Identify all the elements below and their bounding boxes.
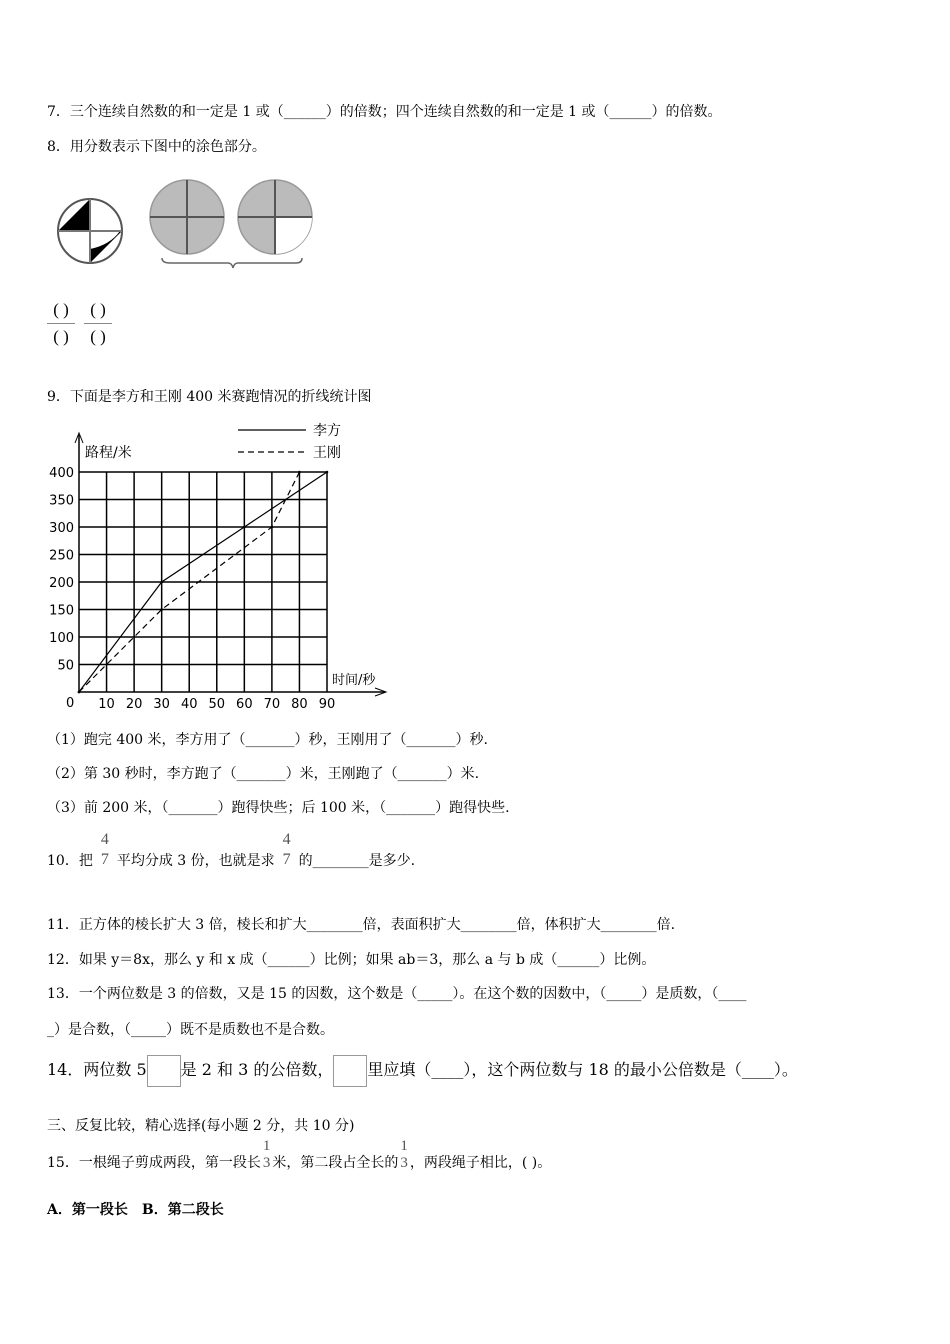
y-tick-label: 150 [49, 603, 74, 619]
q15-options[interactable]: A．第一段长 B．第二段长 [47, 1202, 224, 1218]
brace [162, 258, 302, 268]
y-tick-label: 200 [49, 576, 74, 591]
question-8: 8．用分数表示下图中的涂色部分。 [47, 139, 266, 155]
x-tick-label: 60 [236, 697, 253, 712]
answer-fraction-2[interactable]: ( ) ( ) [84, 300, 112, 347]
data-point [271, 526, 274, 529]
question-12: 12．如果 y＝8x，那么 y 和 x 成（______）比例；如果 ab＝3，那么 a 与 b 成（______）比例。 [47, 952, 656, 968]
question-9-part-1: （1）跑完 400 米，李方用了（_______）秒，王刚用了（_______）秒. [47, 732, 488, 748]
x-tick-label: 10 [98, 697, 115, 712]
q10-suffix: 的________是多少. [298, 853, 416, 869]
x-tick-label: 70 [263, 697, 281, 712]
question-9-part-2: （2）第 30 秒时，李方跑了（_______）米，王刚跑了（_______）米. [47, 766, 480, 782]
question-13-line-1: 13．一个两位数是 3 的倍数，又是 15 的因数，这个数是（_____）。在这个数的因数中，（_____）是质数，（____ [47, 986, 747, 1002]
q14-part-1: 14．两位数 5 [47, 1060, 147, 1079]
circle-figure-3 [238, 180, 312, 254]
x-tick-label: 90 [318, 697, 336, 712]
question-15 [47, 1138, 551, 1172]
question-14 [47, 1053, 798, 1087]
data-point [160, 581, 163, 584]
answer-fraction-1[interactable]: ( ) ( ) [47, 300, 75, 347]
fraction-1-3-a: 1 3 [262, 1138, 271, 1171]
circle-figure-2 [150, 180, 224, 254]
y-tick-label: 350 [49, 493, 74, 509]
q15-part-2: 米，第二段占全长的 [272, 1155, 399, 1171]
question-7: 7．三个连续自然数的和一定是 1 或（______）的倍数；四个连续自然数的和一定是 1 或（______）的倍数。 [47, 104, 722, 120]
x-tick-label: 50 [208, 697, 226, 712]
fraction-4-7-a: 4 7 [100, 831, 109, 868]
question-9-part-3: （3）前 200 米，（_______）跑得快些；后 100 米，（_______）跑得快些. [47, 800, 510, 816]
question-13-line-2: _）是合数，（_____）既不是质数也不是合数。 [47, 1022, 334, 1038]
x-tick-label: 40 [180, 697, 198, 712]
fraction-4-7-b: 4 7 [282, 831, 291, 868]
x-tick-label: 80 [291, 697, 308, 712]
y-tick-label: 100 [49, 631, 74, 646]
data-point [326, 471, 329, 474]
question-9: 9．下面是李方和王刚 400 米赛跑情况的折线统计图 [47, 389, 372, 405]
q10-mid: 平均分成 3 份，也就是求 [116, 853, 275, 869]
q14-part-2: 是 2 和 3 的公倍数， [180, 1060, 334, 1079]
fraction-figures [0, 0, 950, 290]
line-chart [0, 415, 420, 720]
data-point [78, 691, 81, 694]
blank-box-2[interactable] [333, 1055, 367, 1087]
legend-label: 王刚 [313, 445, 341, 461]
blank-box-1[interactable] [147, 1055, 181, 1087]
legend-label: 李方 [313, 423, 341, 439]
y-axis-label: 路程/米 [85, 445, 132, 461]
question-10 [47, 830, 415, 870]
question-11: 11．正方体的棱长扩大 3 倍，棱长和扩大________倍，表面积扩大________倍，体积扩大________倍. [47, 917, 676, 933]
y-tick-label: 50 [57, 658, 74, 674]
data-point [243, 526, 246, 529]
q10-prefix: 10．把 [47, 853, 93, 869]
y-tick-label: 250 [49, 548, 74, 564]
section-3-heading: 三、反复比较，精心选择(每小题 2 分，共 10 分) [47, 1118, 355, 1134]
y-tick-label: 400 [49, 466, 74, 481]
data-point [298, 471, 301, 474]
q14-part-3: 里应填（____），这个两位数与 18 的最小公倍数是（____）。 [367, 1060, 798, 1079]
circle-figure-1 [58, 199, 122, 263]
fraction-1-3-b: 1 3 [400, 1138, 408, 1171]
q15-part-3: ，两段绳子相比，( )。 [409, 1155, 552, 1171]
y-tick-label: 300 [49, 521, 74, 536]
x-axis-label: 时间/秒 [332, 673, 376, 688]
x-tick-label: 30 [153, 697, 170, 712]
x-tick-label: 20 [125, 697, 143, 712]
data-point [160, 608, 163, 611]
origin-label: 0 [66, 696, 75, 711]
q15-part-1: 15．一根绳子剪成两段，第一段长 [47, 1155, 261, 1171]
